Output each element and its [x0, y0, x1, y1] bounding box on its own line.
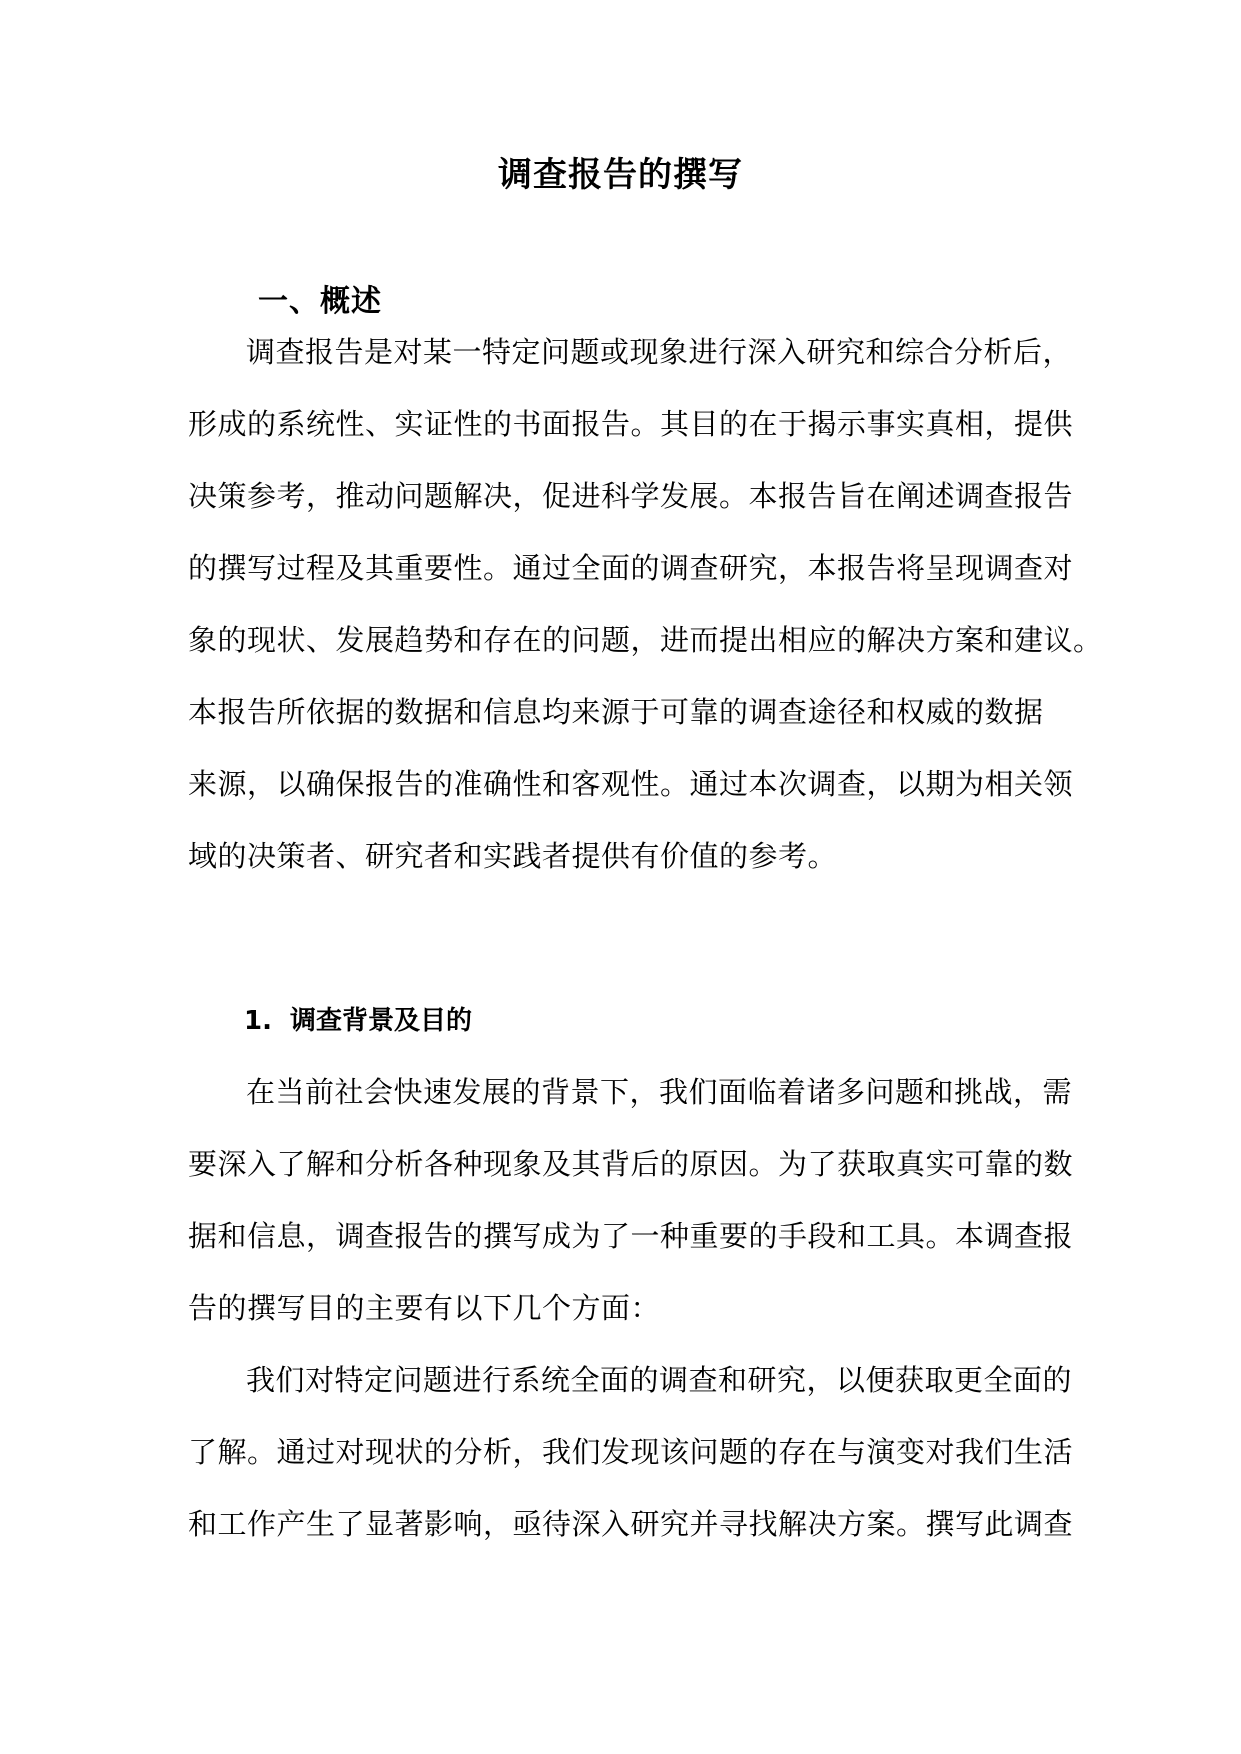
paragraph-line: 和工作产生了显著影响，亟待深入研究并寻找解决方案。撰写此调查	[188, 1507, 1074, 1541]
subsection-title: 调查背景及目的	[290, 1006, 473, 1036]
paragraph-line: 要深入了解和分析各种现象及其背后的原因。为了获取真实可靠的数	[188, 1147, 1074, 1181]
paragraph-line: 在当前社会快速发展的背景下，我们面临着诸多问题和挑战，需	[246, 1075, 1073, 1109]
paragraph-line: 域的决策者、研究者和实践者提供有价值的参考。	[188, 839, 838, 873]
paragraph-line: 据和信息，调查报告的撰写成为了一种重要的手段和工具。本调查报	[188, 1219, 1074, 1253]
subsection-heading	[244, 1003, 472, 1039]
paragraph-line: 本报告所依据的数据和信息均来源于可靠的调查途径和权威的数据	[188, 695, 1044, 729]
document-title: 调查报告的撰写	[498, 155, 743, 195]
paragraph-line: 形成的系统性、实证性的书面报告。其目的在于揭示事实真相，提供	[188, 407, 1074, 441]
section-heading-overview: 一、概述	[258, 284, 382, 319]
paragraph-line: 我们对特定问题进行系统全面的调查和研究，以便获取更全面的	[246, 1363, 1073, 1397]
paragraph-line: 了解。通过对现状的分析，我们发现该问题的存在与演变对我们生活	[188, 1435, 1074, 1469]
paragraph-line: 告的撰写目的主要有以下几个方面：	[188, 1291, 661, 1325]
paragraph-line: 调查报告是对某一特定问题或现象进行深入研究和综合分析后，	[246, 335, 1073, 369]
subsection-number: 1.	[244, 1006, 272, 1036]
paragraph-line: 决策参考，推动问题解决，促进科学发展。本报告旨在阐述调查报告	[188, 479, 1074, 513]
paragraph-line: 来源，以确保报告的准确性和客观性。通过本次调查，以期为相关领	[188, 767, 1074, 801]
paragraph-line: 象的现状、发展趋势和存在的问题，进而提出相应的解决方案和建议。	[188, 623, 1103, 657]
paragraph-line: 的撰写过程及其重要性。通过全面的调查研究，本报告将呈现调查对	[188, 551, 1074, 585]
